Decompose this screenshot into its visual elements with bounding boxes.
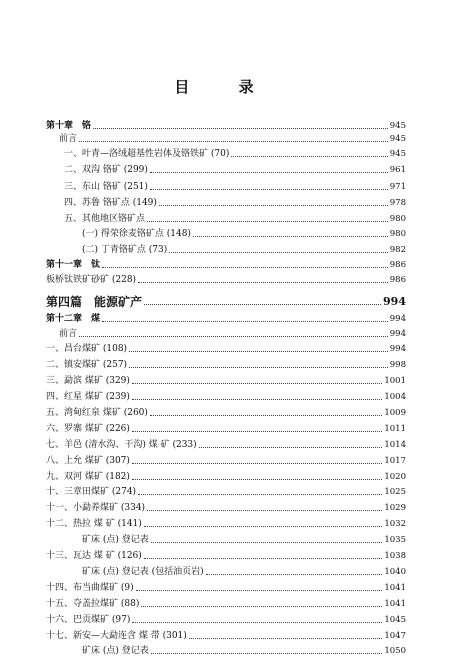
toc-entry-label: 矿床 (点) 登记表 [82,646,149,656]
toc-entry-label: (二) 丁青铬矿点 (73) [82,245,168,255]
toc-entry-page: 1047 [384,631,406,641]
toc-entry-label: 十五、夺盖拉煤矿 (88) [46,599,140,609]
toc-entry-label: 十六、巴贡煤矿 (97) [46,615,131,625]
dot-leader [138,493,382,495]
toc-entry-label: 二、双沟 铬矿 (299) [64,165,148,175]
toc-entry-page: 961 [389,165,406,175]
dot-leader [132,462,382,464]
toc-entry-label: 十三、瓦达 煤 矿 (126) [46,551,142,561]
dot-leader [151,652,383,654]
toc-entry [46,311,406,325]
toc-entry [46,179,406,193]
toc-entry [46,257,406,271]
dot-leader [132,382,382,384]
dot-leader [231,155,387,157]
toc-entry-label: 第十二章 煤 [46,314,101,324]
toc-entry-page: 978 [389,198,406,208]
toc-entry-label: 五、湾甸红泉 煤矿 (260) [46,408,148,418]
toc-entry-page: 1040 [384,567,406,577]
toc-entry-label: 九、双河 煤矿 (182) [46,472,130,482]
dot-leader [199,446,383,448]
toc-entry-page: 986 [389,260,406,270]
dot-leader [79,335,388,337]
toc-entry [46,341,406,355]
toc-entry [46,612,406,626]
toc-entry-page: 1009 [384,408,406,418]
dot-leader [144,525,383,527]
toc-entry-label: 十七、新安—大勐连含 煤 带 (301) [46,631,187,641]
toc-entry-page: 971 [389,182,406,192]
toc-entry [46,211,406,225]
toc-entry [46,580,406,594]
toc-entry-label: 前言 [59,134,78,144]
toc-entry [46,242,406,256]
toc-entry [46,564,406,578]
toc-entry-label: (一) 得荣徐麦铬矿点 (148) [82,229,191,239]
dot-leader [141,605,382,607]
toc-entry-page: 994 [389,344,406,354]
toc-entry [46,162,406,176]
toc-entry [46,500,406,514]
dot-leader [79,140,388,142]
toc-entry-page: 1035 [384,535,406,545]
toc-entry-label: 前言 [59,329,78,339]
toc-entry-page: 1038 [384,551,406,561]
dot-leader [129,366,388,368]
toc-entry [46,326,406,340]
toc-entry [46,405,406,419]
dot-leader [150,188,388,190]
page-title: 目 录 [174,78,276,96]
toc-entry [46,131,406,145]
toc-entry-label: 十一、小勐养煤矿 (334) [46,503,146,513]
dot-leader [132,478,382,480]
toc-entry-page: 1001 [384,376,406,386]
toc-entry-label: 十二、热拉 煤 矿 (141) [46,519,142,529]
toc-entry [46,357,406,371]
toc-entry-page: 1017 [384,456,406,466]
toc-entry-page: 1041 [384,599,406,609]
toc-entry [46,118,406,132]
toc-entry-label: 二、镇安煤矿 (257) [46,360,128,370]
toc-entry-label: 一、昌台煤矿 (108) [46,344,128,354]
toc-entry-label: 四、苏鲁 铬矿点 (149) [64,198,157,208]
toc-entry [46,469,406,483]
toc-entry [46,373,406,387]
toc-entry [46,643,406,657]
toc-entry-page: 945 [389,134,406,144]
toc-entry-page: 1050 [384,646,406,656]
toc-entry-page: 1045 [384,615,406,625]
dot-leader [169,251,388,253]
toc-entry-label: 一、叶青—洛绒超基性岩体及铬铁矿 (70) [64,149,230,159]
dot-leader [132,398,382,400]
toc-entry [46,195,406,209]
toc-entry-label: 四、红星 煤矿 (239) [46,392,130,402]
toc-entry-label: 三、东山 铬矿 (251) [64,182,148,192]
toc-entry-page: 1032 [384,519,406,529]
dot-leader [138,281,388,283]
toc-entry-page: 1014 [384,440,406,450]
toc-entry [46,484,406,498]
toc-entry-label: 十四、布当曲煤矿 (9) [46,583,134,593]
toc-entry-page: 986 [389,275,406,285]
toc-entry-label: 五、其他地区铬矿点 [64,214,146,224]
toc-entry-label: 矿床 (点) 登记表 [82,535,149,545]
dot-leader [193,235,388,237]
toc-entry [46,453,406,467]
toc-entry [46,389,406,403]
toc-entry-label: 三、勐滨 煤矿 (329) [46,376,130,386]
dot-leader [144,557,383,559]
toc-entry-label: 第十章 铬 [46,121,92,131]
toc-entry-page: 1041 [384,583,406,593]
toc-entry-page: 1020 [384,472,406,482]
dot-leader [102,320,388,322]
toc-entry-label: 八、上允 煤矿 (307) [46,456,130,466]
dot-leader [150,171,388,173]
toc-entry [46,272,406,286]
toc-entry-page: 980 [389,214,406,224]
toc-entry-label: 六、罗寨 煤矿 (226) [46,424,130,434]
toc-entry-label: 第十一章 钛 [46,260,101,270]
toc-entry-page: 1004 [384,392,406,402]
toc-entry [46,226,406,240]
dot-leader [147,220,388,222]
toc-entry-label: 板桥钛铁矿砂矿 (228) [46,275,137,285]
toc-entry [46,548,406,562]
toc-entry-page: 994 [389,329,406,339]
toc-entry-page: 980 [389,229,406,239]
toc-entry-page: 1011 [384,424,406,434]
dot-leader [151,541,383,543]
toc-entry [46,421,406,435]
toc-entry-page: 945 [389,149,406,159]
dot-leader [136,589,383,591]
toc-entry-label: 矿床 (点) 登记表 (包括油页岩) [82,567,204,577]
toc-entry-label: 十、三章田煤矿 (274) [46,487,137,497]
toc-entry-page: 994 [389,314,406,324]
toc-entry [46,532,406,546]
toc-entry-page: 982 [389,245,406,255]
dot-leader [132,430,382,432]
toc-entry-page: 945 [389,121,406,131]
dot-leader [102,266,388,268]
toc-entry-page: 994 [383,295,406,308]
dot-leader [189,637,383,639]
toc-entry [46,290,406,308]
toc-entry [46,596,406,610]
toc-entry-page: 1029 [384,503,406,513]
toc-entry [46,516,406,530]
toc-entry [46,146,406,160]
toc-entry-label: 第四篇 能源矿产 [46,295,143,309]
dot-leader [93,127,388,129]
dot-leader [147,509,382,511]
toc-entry-label: 七、羊邑 (清水沟、干沟) 煤 矿 (233) [46,440,197,450]
dot-leader [144,303,381,305]
dot-leader [206,573,383,575]
toc-entry-page: 998 [389,360,406,370]
toc-entry [46,437,406,451]
toc-entry-page: 1025 [384,487,406,497]
dot-leader [132,621,382,623]
dot-leader [129,350,388,352]
dot-leader [159,204,388,206]
dot-leader [150,414,382,416]
toc-entry [46,628,406,642]
